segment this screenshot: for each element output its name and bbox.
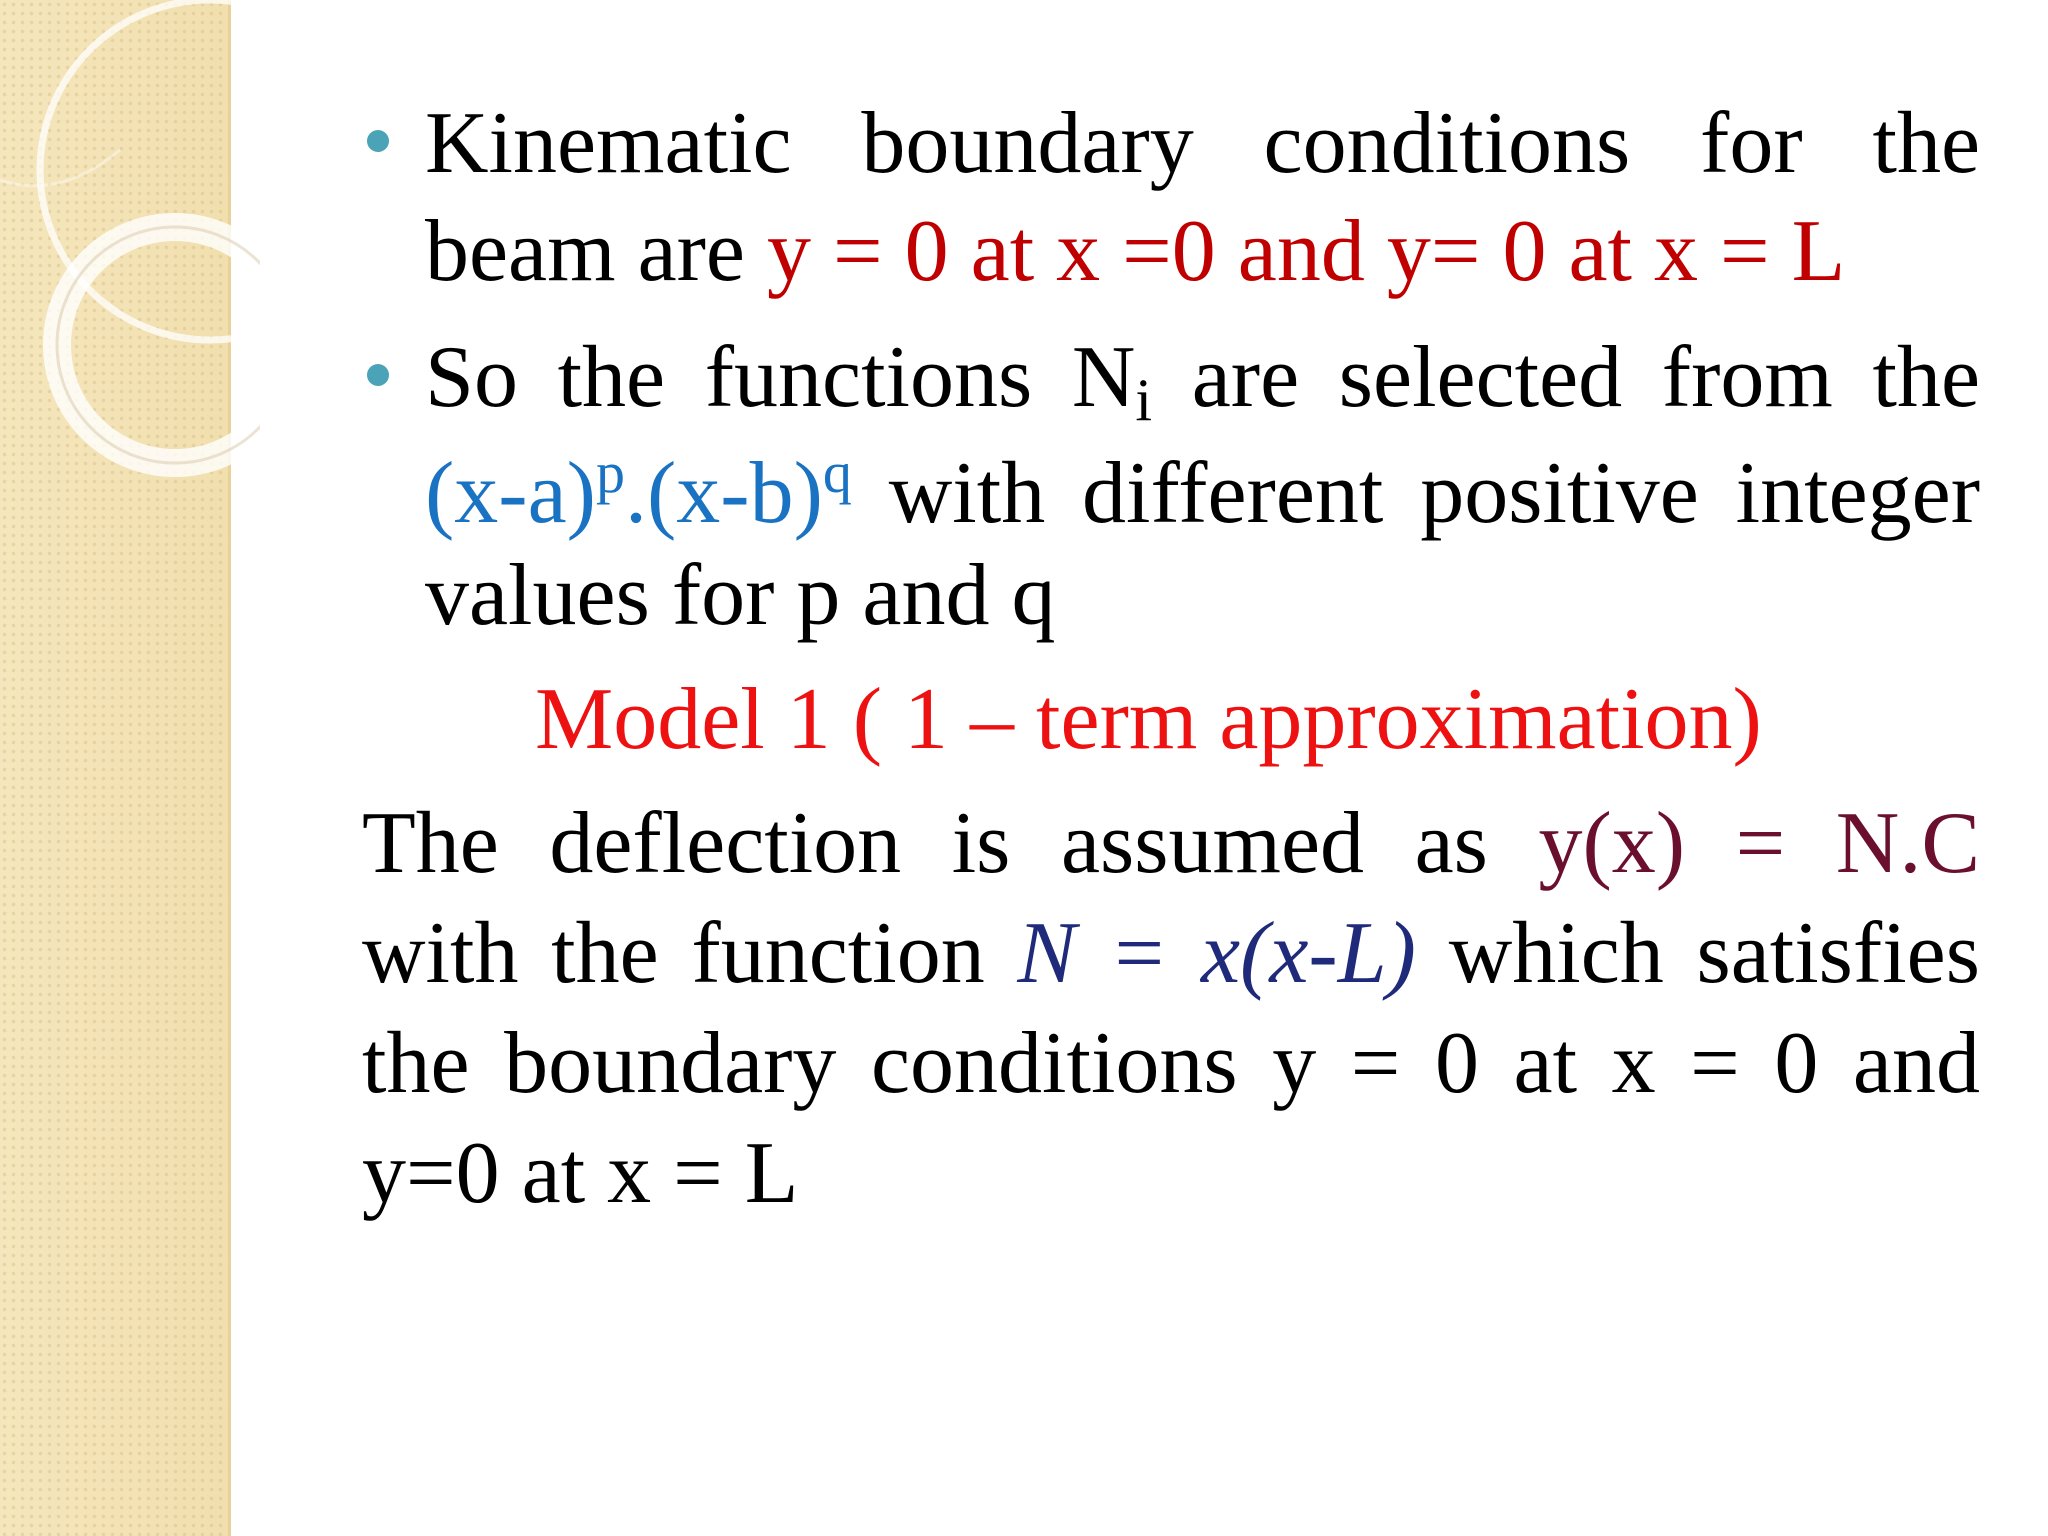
bullet-2-line-1: So the functions Ni are selected from the <box>425 329 1980 433</box>
function-family-expression: $(x-a)^p.(x-b)^q$ <box>425 440 852 542</box>
paragraph-line-2: with the function N = x(x-L) which satisfies <box>362 905 1980 1002</box>
bullet-2-line-3: values for p and q <box>425 547 1056 644</box>
model-heading: Model 1 ( 1 – term approximation) <box>535 671 1762 768</box>
paragraph-line-1: The deflection is assumed as y(x) = N.C <box>362 795 1981 892</box>
bullet-marker <box>367 364 389 386</box>
bullet-marker <box>367 130 389 152</box>
deflection-expression: y(x) = N.C <box>1538 795 1981 892</box>
shape-function-expression: N = x(x-L) <box>1017 905 1416 1002</box>
bullet-1-line-1: Kinematic boundary conditions for the <box>425 95 1980 192</box>
boundary-conditions-expression: y = 0 at x =0 and y= 0 at x = L <box>767 203 1846 300</box>
bullet-1-line-2: beam are y = 0 at x =0 and y= 0 at x = L <box>425 203 1846 300</box>
paragraph-line-3: the boundary conditions y = 0 at x = 0 and <box>362 1015 1980 1112</box>
bullet-2-line-2: $(x-a)^p.(x-b)^q$ with different positive integer <box>425 440 1980 542</box>
paragraph-line-4: y=0 at x = L <box>362 1125 799 1222</box>
